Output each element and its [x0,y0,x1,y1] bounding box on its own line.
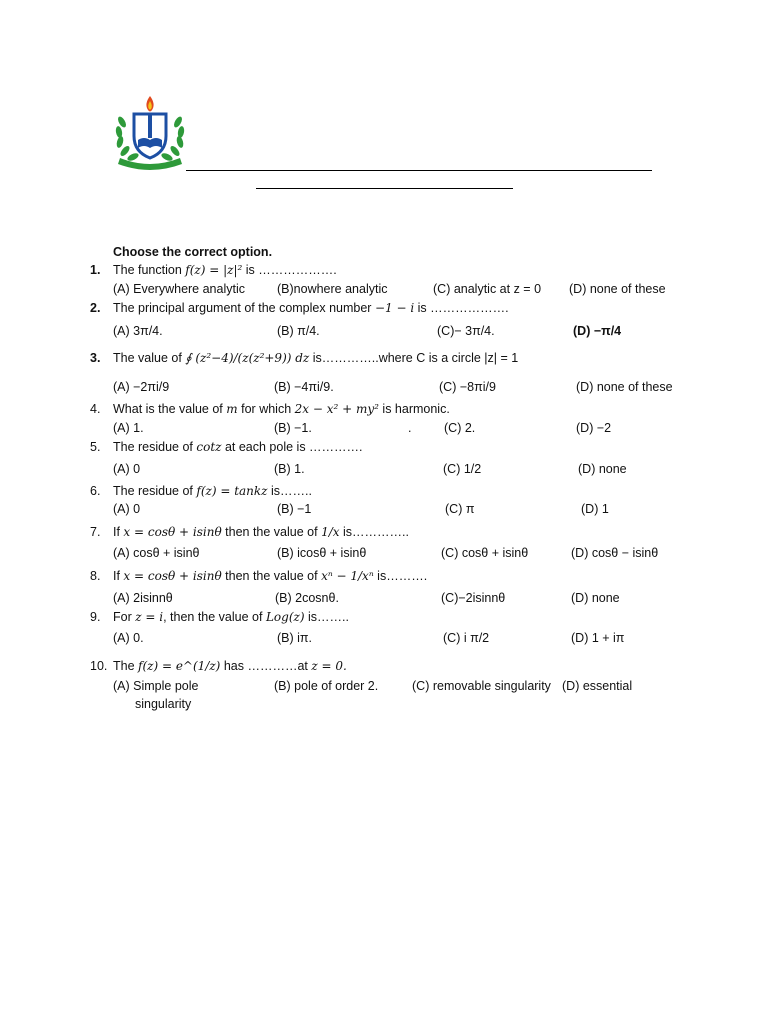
option-a: (A) cosθ + isinθ [113,546,200,560]
question-text: The residue of [113,440,197,454]
question-number: 6. [90,484,101,498]
option-c: (C) analytic at z = 0 [433,282,542,296]
question-text: If [113,525,124,539]
question-math: z = i [135,610,164,624]
option-c: (C) removable singularity [412,679,551,693]
question-number: 5. [90,440,101,454]
question-math: xⁿ − 1/xⁿ [321,569,374,583]
header-line-2 [256,188,513,189]
option-a: (A) 3π/4. [113,324,163,338]
option-b: (B) 1. [274,462,305,476]
option-a: (A) 1. [113,421,144,435]
instruction: Choose the correct option. [113,245,273,259]
question-text: The value of [113,351,186,365]
question-text: The function [113,263,186,277]
option-c: (C) 1/2 [443,462,482,476]
option-d: (D) none [571,591,620,605]
question-math: f(z) = e^(1/z) [138,659,221,673]
question-number: 1. [90,263,101,277]
option-d: (D) −2 [576,421,612,435]
option-c: (C)−2isinnθ [441,591,506,605]
option-d: (D) 1 [581,502,609,516]
question-text: What is the value of [113,402,227,416]
question-math: cotz [196,440,222,454]
question-text: for which [237,402,295,416]
question-number: 3. [90,351,101,365]
option-d: (D) 1 + iπ [571,631,625,645]
stray-dot: . [408,421,412,435]
question-math: 2x − x² + my² [294,402,379,416]
option-c: (C)− 3π/4. [437,324,495,338]
question-text: is………. [373,569,428,583]
option-a-line2: singularity [135,697,192,711]
option-b: (B) 2cosnθ. [275,591,339,605]
option-b: (B) iπ. [277,631,313,645]
option-d: (D) cosθ − isinθ [571,546,659,560]
option-b: (B) π/4. [277,324,320,338]
option-d: (D) none [578,462,627,476]
question-text: If [113,569,124,583]
option-c: (C) −8πi/9 [439,380,496,394]
question-math: x = cosθ + isinθ [123,525,222,539]
option-d: (D) −π/4 [573,324,622,338]
option-b: (B)nowhere analytic [277,282,388,296]
option-a: (A) 0 [113,502,141,516]
question-text: is ………………. [414,301,509,315]
question-text: The principal argument of the complex number [113,301,375,315]
option-a: (A) Everywhere analytic [113,282,245,296]
question-number: 7. [90,525,101,539]
question-text: then the value of [221,569,322,583]
question-text: The [113,659,139,673]
question-text: at each pole is …………. [221,440,363,454]
question-text: has …………at [220,659,312,673]
question-number: 10. [90,659,108,673]
question-text: The residue of [113,484,197,498]
question-text: is…….. [267,484,312,498]
institution-logo [110,92,190,172]
option-a: (A) Simple pole [113,679,199,693]
question-number: 2. [90,301,101,315]
question-math: m [226,402,238,416]
header-line-1 [186,170,652,171]
option-b: (B) −1 [277,502,312,516]
option-b: (B) icosθ + isinθ [277,546,367,560]
question-number: 8. [90,569,101,583]
option-d: (D) none of these [576,380,673,394]
question-text: is ………………. [242,263,337,277]
question-text: , then the value of [163,610,266,624]
option-c: (C) cosθ + isinθ [441,546,529,560]
option-c: (C) π [445,502,475,516]
option-b: (B) −4πi/9. [274,380,334,394]
option-c: (C) i π/2 [443,631,490,645]
option-c: (C) 2. [444,421,476,435]
option-b: (B) pole of order 2. [274,679,379,693]
question-text: is harmonic. [378,402,450,416]
question-math: f(z) = tankz [196,484,268,498]
question-math: ∮ (z²−4)/(z(z²+9)) dz [185,351,310,365]
question-text: is…………..where C is a circle |z| = 1 [309,351,519,365]
question-text: For [113,610,136,624]
question-math: f(z) = |z|² [185,263,243,277]
option-b: (B) −1. [274,421,312,435]
question-text: is…….. [304,610,349,624]
option-a: (A) 0. [113,631,144,645]
option-a: (A) −2πi/9 [113,380,170,394]
question-math: Log(z) [265,610,305,624]
option-a: (A) 0 [113,462,141,476]
option-d: (D) essential [562,679,633,693]
option-a: (A) 2isinnθ [113,591,173,605]
question-text: is………….. [339,525,409,539]
option-d: (D) none of these [569,282,666,296]
question-text: then the value of [221,525,322,539]
question-math: x = cosθ + isinθ [123,569,222,583]
question-math: 1/x [321,525,340,539]
question-math: z = 0. [311,659,347,673]
question-number: 9. [90,610,101,624]
question-number: 4. [90,402,101,416]
question-math: −1 − i [374,301,415,315]
